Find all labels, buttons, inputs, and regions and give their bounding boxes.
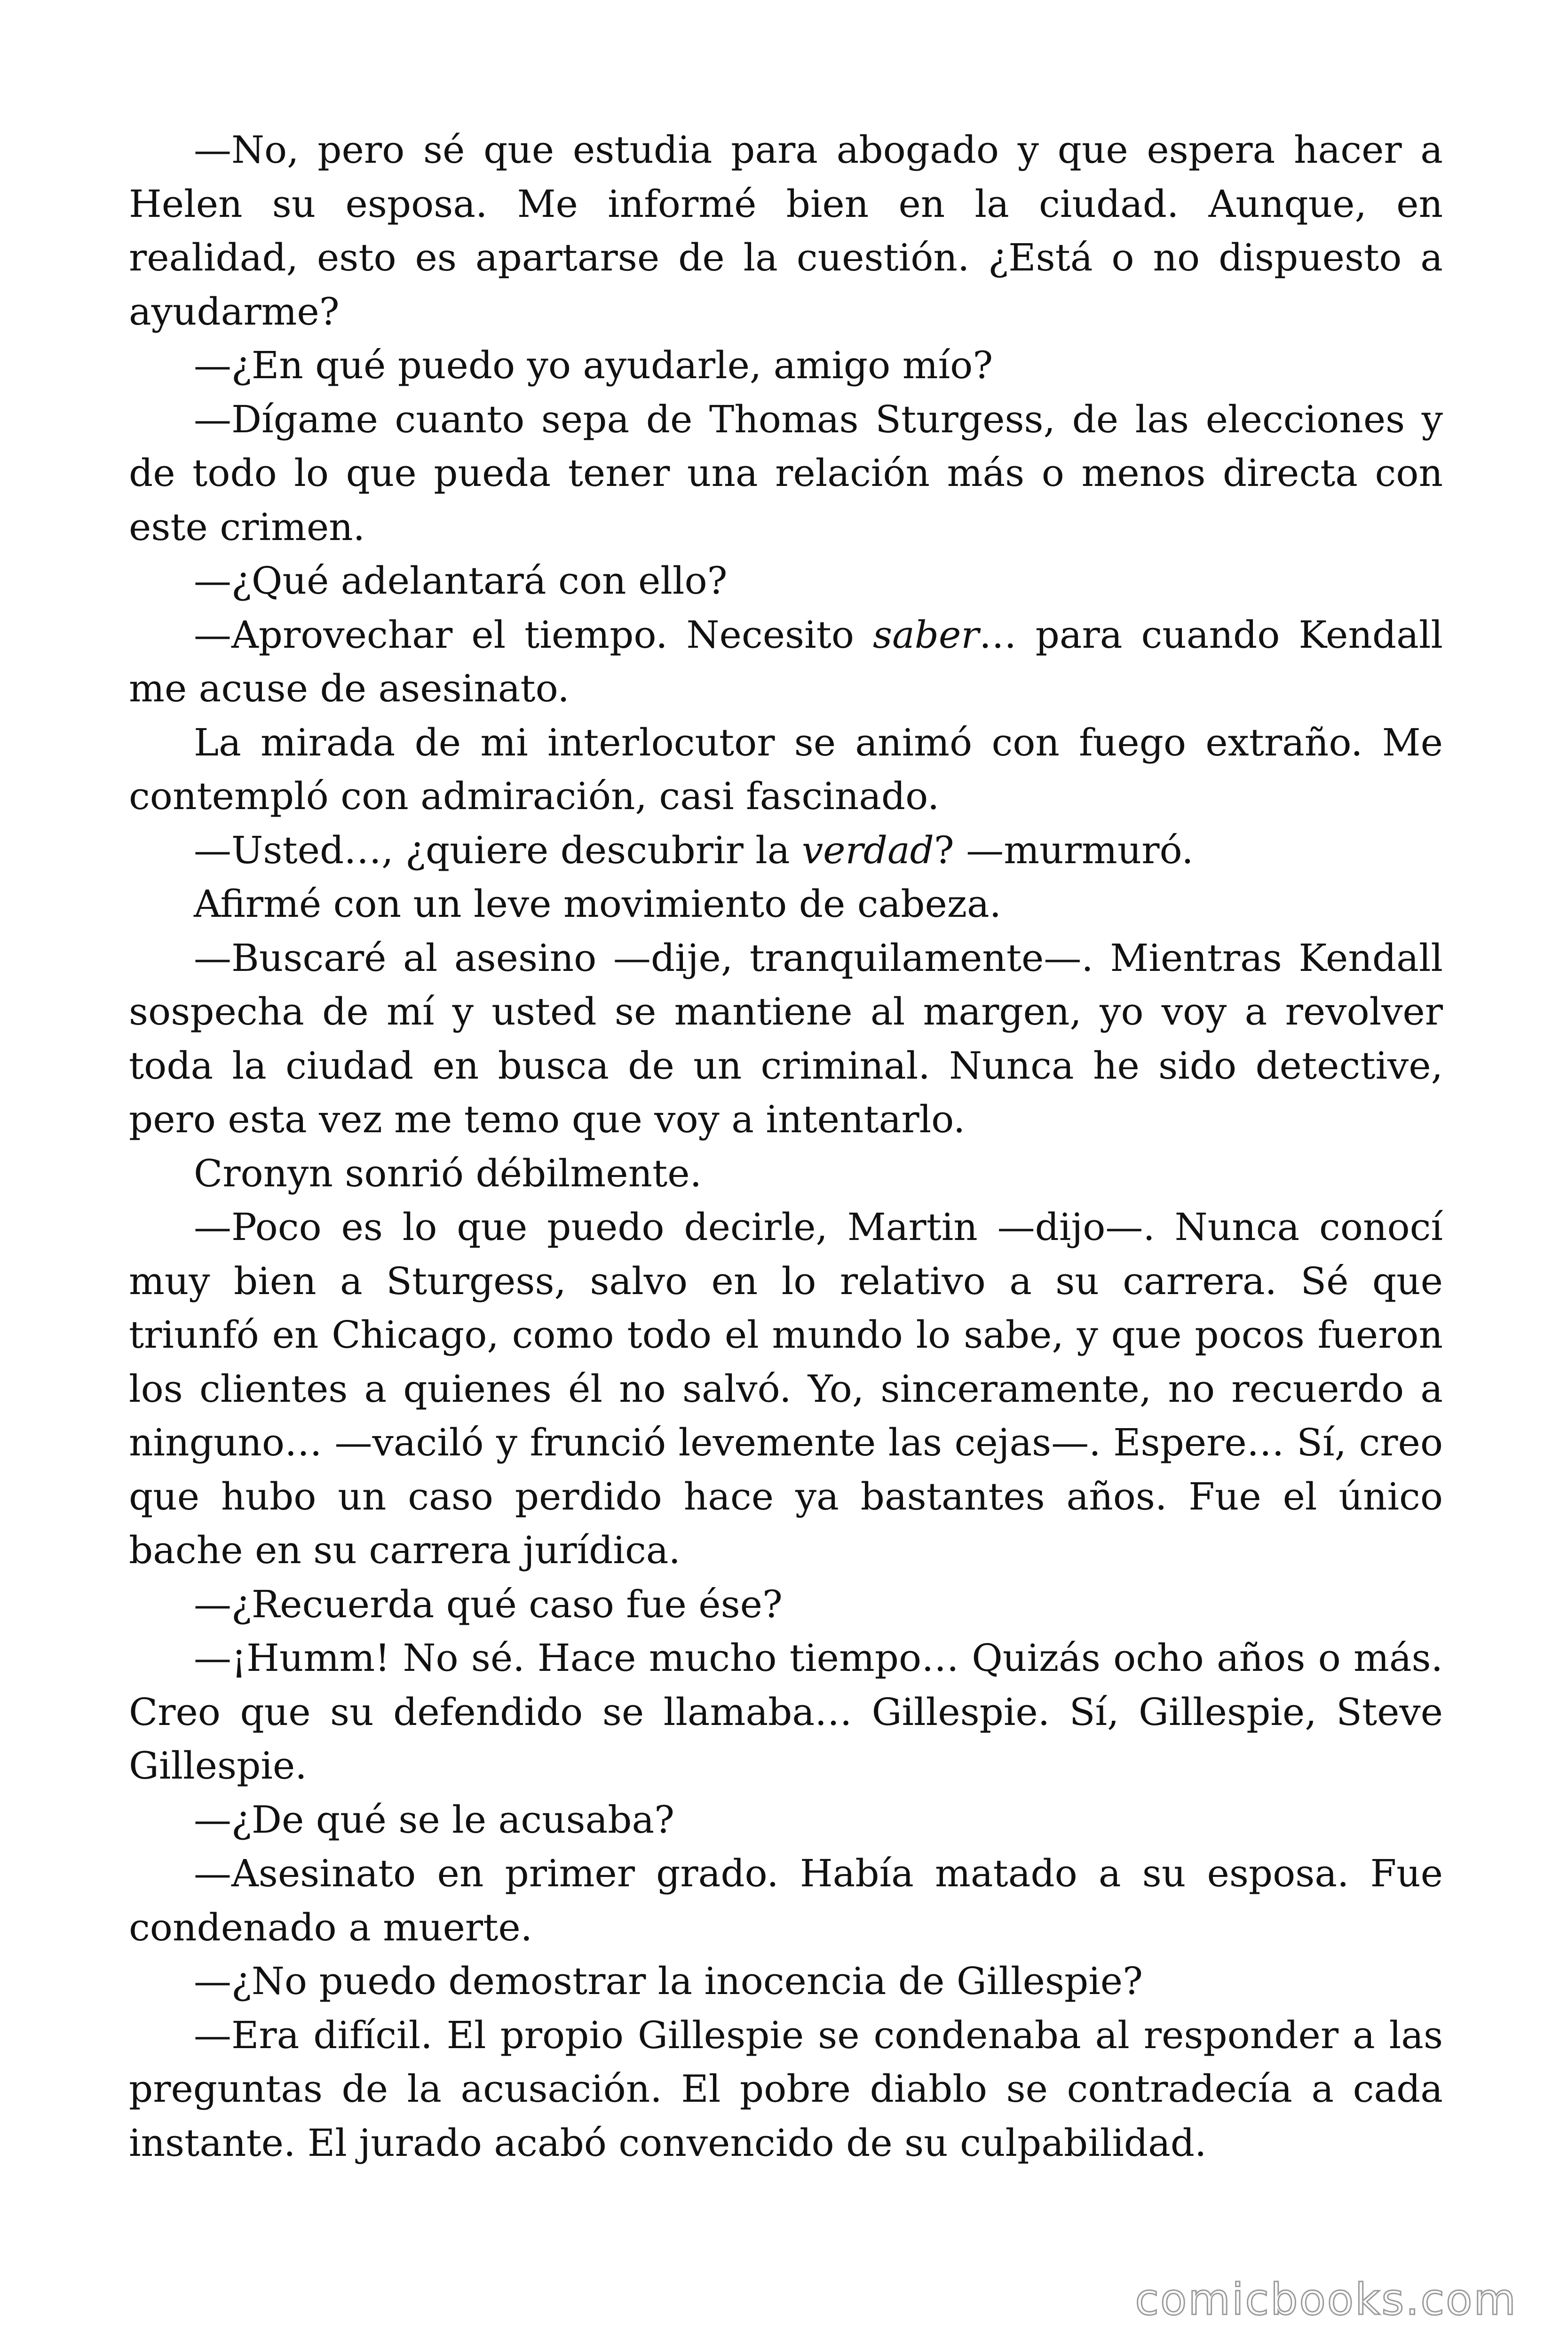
paragraph: —Buscaré al asesino —dije, tranquilamente—. Mientras Kendall sospecha de mí y usted se mantiene al margen, yo voy a revolver toda la ciudad en busca de un criminal. Nunca he sido detective, pero esta vez me temo que voy a intentarlo. — [129, 936, 1443, 1141]
paragraph: —Dígame cuanto sepa de Thomas Sturgess, de las elecciones y de todo lo que pueda tener una relación más o menos directa con este crimen. — [129, 397, 1443, 549]
paragraph: —Asesinato en primer grado. Había matado a su esposa. Fue condenado a muerte. — [129, 1851, 1443, 1949]
emphasis-text: verdad — [801, 828, 934, 872]
paragraph: —¿Qué adelantará con ello? — [194, 559, 728, 603]
paragraph: —¡Humm! No sé. Hace mucho tiempo… Quizás ocho años o más. Creo que su defendido se llamaba… Gillespie. Sí, Gillespie, Steve Gillespie. — [129, 1636, 1443, 1788]
paragraph: Cronyn sonrió débilmente. — [194, 1151, 702, 1195]
paragraph: La mirada de mi interlocutor se animó con fuego extraño. Me contempló con admiración, casi fascinado. — [129, 720, 1443, 818]
body-text — [129, 123, 1443, 2170]
paragraph: —¿No puedo demostrar la inocencia de Gillespie? — [194, 1959, 1143, 2003]
paragraph-text: ? —murmuró. — [934, 828, 1194, 872]
paragraph-text: —Aprovechar el tiempo. Necesito — [194, 612, 873, 657]
paragraph: —No, pero sé que estudia para abogado y que espera hacer a Helen su esposa. Me informé bien en la ciudad. Aunque, en realidad, esto es apartarse de la cuestión. ¿Está o no dispuesto a ayudarme? — [129, 128, 1443, 334]
paragraph — [129, 824, 1443, 878]
paragraph — [129, 608, 1443, 716]
paragraph: —Era difícil. El propio Gillespie se condenaba al responder a las preguntas de la acusación. El pobre diablo se contradecía a cada instante. El jurado acabó convencido de su culpabilidad. — [129, 2013, 1443, 2165]
paragraph: —Poco es lo que puedo decirle, Martin —dijo—. Nunca conocí muy bien a Sturgess, salvo en lo relativo a su carrera. Sé que triunfó en Chicago, como todo el mundo lo sabe, y que pocos fueron los clientes a quienes él no salvó. Yo, sinceramente, no recuerdo a ninguno… —vaciló y frunció levemente las cejas—. Espere… Sí, creo que hubo un caso perdido hace ya bastantes años. Fue el único bache en su carrera jurídica. — [129, 1205, 1443, 1572]
paragraph: —¿Recuerda qué caso fue ése? — [194, 1582, 783, 1626]
paragraph: —¿De qué se le acusaba? — [194, 1797, 675, 1842]
paragraph: —¿En qué puedo yo ayudarle, amigo mío? — [194, 343, 993, 387]
paragraph: Afirmé con un leve movimiento de cabeza. — [194, 882, 1002, 926]
watermark: comicbooks.com — [1135, 2274, 1517, 2325]
emphasis-text: saber — [873, 612, 979, 657]
paragraph-text: … para cuando Kendall me acuse de asesinato. — [129, 612, 1443, 710]
paragraph-text: —Usted…, ¿quiere descubrir la — [194, 828, 802, 872]
